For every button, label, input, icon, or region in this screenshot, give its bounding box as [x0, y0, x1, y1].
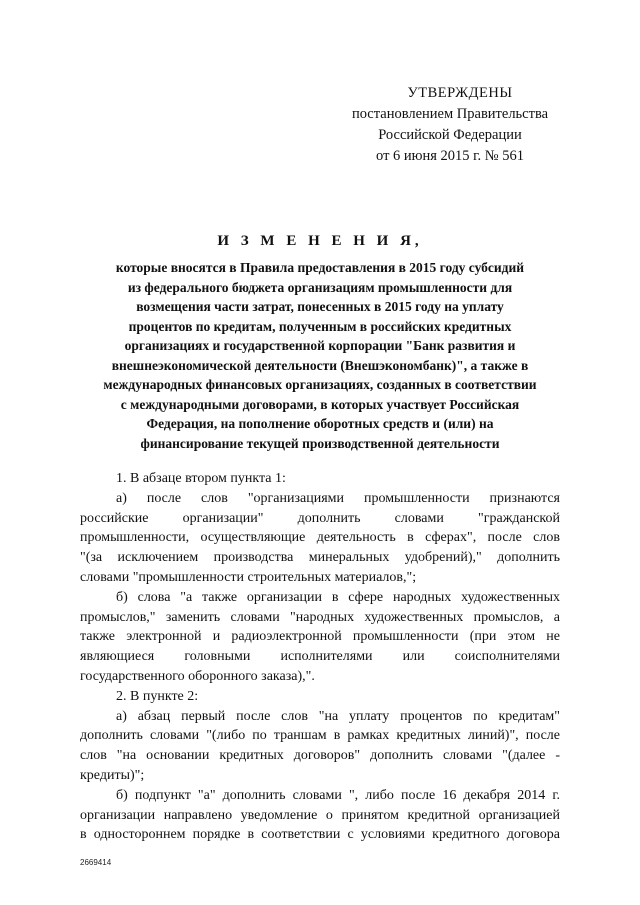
body-line: а) абзац первый после слов "на уплату процентов по кредитам" [116, 708, 560, 724]
approval-block [330, 83, 570, 167]
document-subtitle [70, 258, 570, 453]
body-line: 1. В абзаце втором пункта 1: [116, 471, 286, 486]
body-line: а) после слов "организациями промышленности признаются [116, 490, 560, 506]
subtitle-line: которые вносятся в Правила предоставления в 2015 году субсидий [115, 260, 525, 275]
body-line: слов "на основании кредитных договоров" дополнить словами "(далее - [80, 748, 560, 764]
subtitle-line: организациях и государственной корпорации "Банк развития и [124, 338, 516, 353]
body-line: промышленности, осуществляющие деятельность в сферах", после слов [80, 530, 560, 546]
document-title: И З М Е Н Е Н И Я, [217, 233, 423, 249]
body-line: словами "промышленности строительных материалов,"; [80, 569, 417, 585]
approval-heading: УТВЕРЖДЕНЫ [407, 85, 513, 101]
body-line: также электронной и радиоэлектронной промышленности (при этом не [80, 629, 560, 645]
body-line: дополнить словами "(либо по траншам в рамках кредитных линий)", после [80, 728, 560, 744]
body-line: кредиты)"; [80, 767, 145, 783]
body-line: организации направлено уведомление о принятом кредитной организацией [80, 807, 560, 823]
subtitle-line: финансирование текущей производственной деятельности [140, 435, 500, 451]
body-line: б) слова "а также организации в сфере народных художественных [116, 589, 560, 605]
body-line: 2. В пункте 2: [116, 688, 199, 704]
subtitle-line: Федерация, на пополнение оборотных средств и (или) на [146, 416, 494, 431]
document-code: 2669414 [80, 858, 112, 867]
subtitle-line: международных финансовых организациях, созданных в соответствии [103, 377, 537, 392]
body-line: российские организации" дополнить словами "гражданской [80, 510, 560, 526]
approval-line: постановлением Правительства [351, 106, 549, 122]
approval-line: Российской Федерации [378, 127, 522, 143]
body-line: в одностороннем порядке в соответствии с условиями кредитного договора [80, 827, 560, 843]
approval-line: от 6 июня 2015 г. № 561 [376, 148, 524, 164]
document-body [80, 469, 560, 845]
body-line: государственного оборонного заказа),". [80, 668, 315, 684]
body-line: "(за исключением производства минеральных удобрений)," дополнить [80, 550, 560, 566]
subtitle-line: процентов по кредитам, полученным в российских кредитных [128, 318, 512, 334]
body-line: являющиеся головными исполнителями или соисполнителями [80, 649, 560, 665]
body-line: б) подпункт "а" дополнить словами ", либо после 16 декабря 2014 г. [116, 787, 560, 803]
subtitle-line: возмещения части затрат, понесенных в 2015 году на уплату [136, 299, 504, 314]
subtitle-line: из федерального бюджета организациям промышленности для [127, 279, 513, 295]
subtitle-line: с международными договорами, в которых участвует Российская [120, 396, 520, 412]
subtitle-line: внешнеэкономической деятельности (Внешэкономбанк)", а также в [111, 357, 529, 373]
body-line: промыслов," заменить словами "народных художественных промыслов, а [80, 609, 560, 625]
